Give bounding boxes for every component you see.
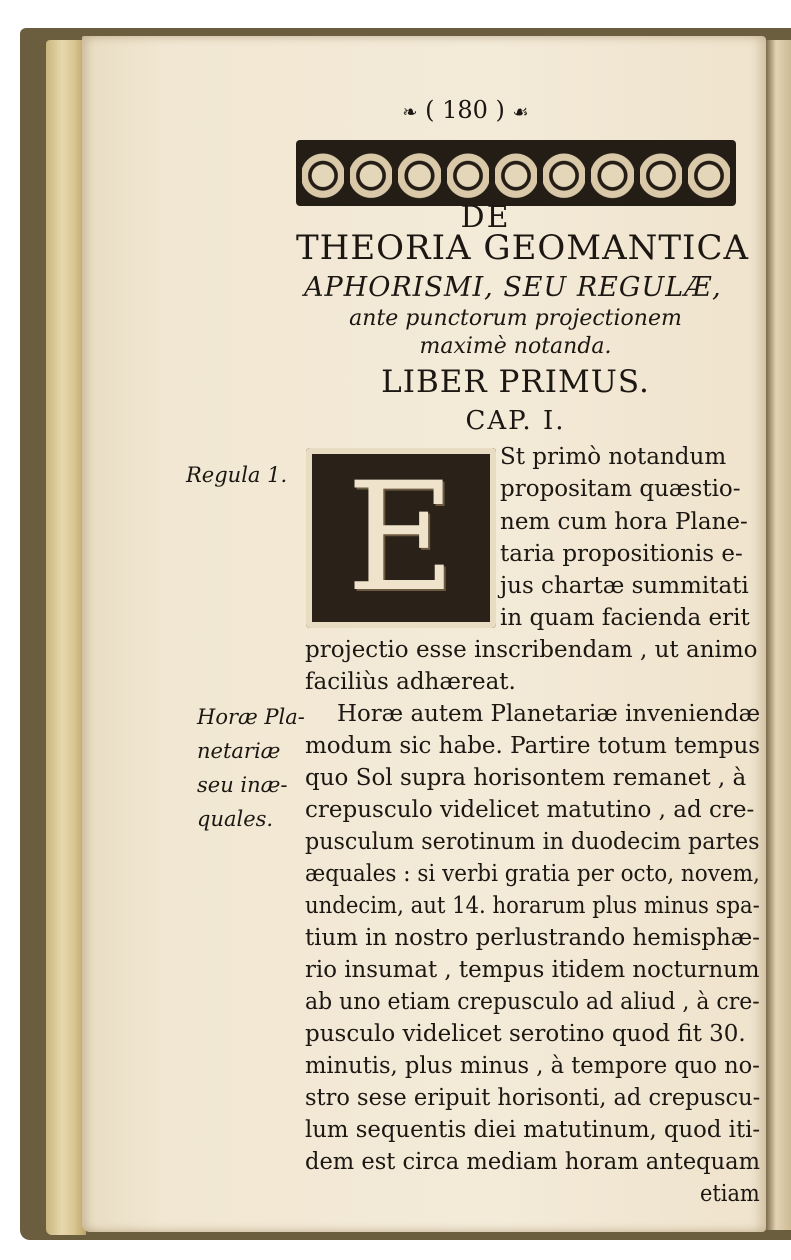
text-line: æquales : si verbi gratia per octo, novem, [305, 861, 760, 887]
ornament-right-icon: ☙ [512, 102, 529, 123]
headpiece-ornament [688, 146, 730, 200]
headpiece-ornament [302, 146, 344, 200]
initial-letter: E [346, 451, 456, 625]
text-line: taria propositionis e- [500, 541, 743, 567]
catchword: etiam [700, 1181, 760, 1207]
text-line: propositam quæstio- [500, 476, 741, 502]
title-aphorismi: APHORISMI, SEU REGULÆ, [304, 272, 722, 303]
headpiece-ornament [350, 146, 392, 200]
text-line: projectio esse inscribendam , ut animo [305, 637, 758, 663]
text-line: crepusculo videlicet matutino , ad cre- [305, 797, 755, 823]
decorative-headpiece [296, 140, 736, 206]
text-line: jus chartæ summitati [500, 573, 749, 599]
headpiece-ornament [398, 146, 440, 200]
page-number-text: ( 180 ) [425, 96, 505, 124]
text-line: lum sequentis diei matutinum, quod iti- [305, 1117, 761, 1143]
text-line: dem est circa mediam horam antequam [305, 1149, 761, 1175]
text-line: quo Sol supra horisontem remanet , à [305, 765, 747, 791]
page-number [0, 96, 791, 124]
margin-note-line: netariæ [197, 739, 281, 763]
margin-note-line: seu inæ- [197, 773, 288, 797]
text-line: stro sese eripuit horisonti, ad crepuscu- [305, 1085, 761, 1111]
text-line: faciliùs adhæreat. [305, 669, 516, 695]
title-theoria: THEORIA GEOMANTICA [296, 228, 750, 268]
text-line: minutis, plus minus , à tempore quo no- [305, 1053, 760, 1079]
text-line: St primò notandum [500, 444, 727, 470]
book-heading: LIBER PRIMUS. [381, 364, 650, 400]
headpiece-ornament [447, 146, 489, 200]
title-ante: ante punctorum projectionem [349, 306, 682, 331]
headpiece-ornament [543, 146, 585, 200]
text-line: pusculo videlicet serotino quod fit 30. [305, 1021, 746, 1047]
headpiece-ornament [591, 146, 633, 200]
text-line: pusculum serotinum in duodecim partes [305, 829, 760, 855]
margin-note-regula: Regula 1. [186, 463, 288, 487]
title-maxime: maximè notanda. [419, 334, 612, 359]
text-line: Horæ autem Planetariæ inveniendæ [337, 701, 761, 727]
headpiece-ornament [640, 146, 682, 200]
text-line: tium in nostro perlustrando hemisphæ- [305, 925, 760, 951]
headpiece-ornament [495, 146, 537, 200]
text-line: nem cum hora Plane- [500, 509, 748, 535]
decorated-initial [306, 448, 496, 628]
text-line: in quam facienda erit [500, 605, 750, 631]
text-line: undecim, aut 14. horarum plus minus spa- [305, 893, 760, 919]
text-line: ab uno etiam crepusculo ad aliud , à cre- [305, 989, 760, 1015]
title-de: DE [460, 200, 511, 235]
chapter-heading: CAP. I. [465, 406, 566, 436]
margin-note-line: quales. [197, 807, 274, 831]
margin-note-line: Horæ Pla- [197, 705, 305, 729]
ornament-left-icon: ❧ [402, 102, 418, 123]
text-line: rio insumat , tempus itidem nocturnum [305, 957, 760, 983]
margin-note-hora [197, 700, 305, 836]
text-line: modum sic habe. Partire totum tempus [305, 733, 761, 759]
